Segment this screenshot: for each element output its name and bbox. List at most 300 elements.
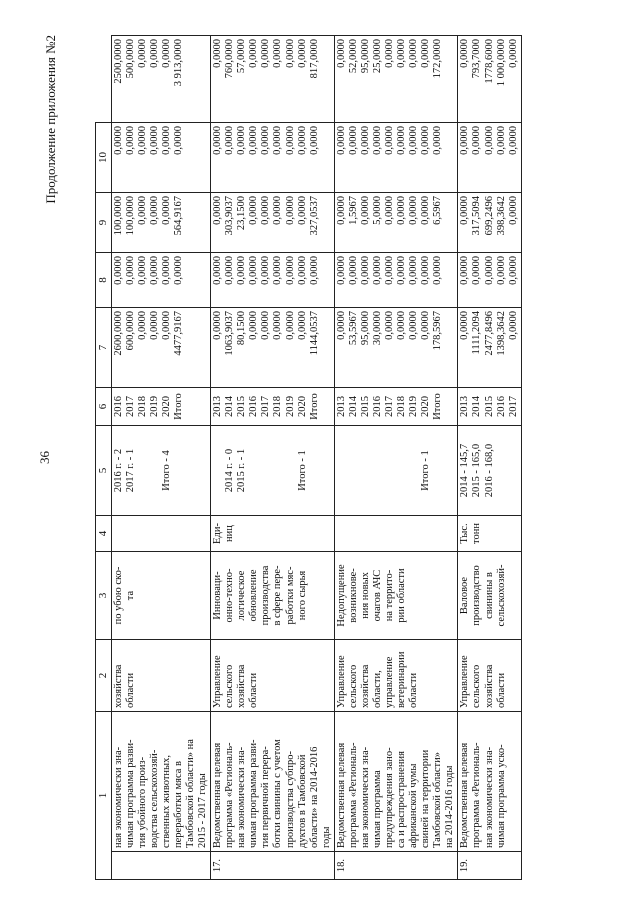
- executor-line: хозяйства: [359, 664, 371, 708]
- regional-funding-line: 303,9037: [224, 196, 236, 236]
- local-funding-cell: [334, 123, 458, 193]
- regional-funding-cell: [334, 193, 458, 253]
- indicator-line: в сфере пере-: [272, 565, 284, 626]
- federal-funding-line: 0,0000: [507, 256, 519, 285]
- regional-funding-line: 100,0000: [124, 196, 136, 236]
- unit-cell: [334, 516, 458, 552]
- executor-line: области: [408, 672, 420, 708]
- extrabudgetary-funding-line: 0,0000: [284, 39, 296, 68]
- federal-funding-line: 0,0000: [112, 256, 124, 285]
- federal-funding-line: 0,0000: [459, 256, 471, 285]
- program-name-line: ная экономически зна-: [359, 746, 371, 848]
- federal-funding-line: 0,0000: [236, 256, 248, 285]
- target-values-line: [360, 429, 372, 512]
- local-funding-line: 0,0000: [420, 126, 432, 155]
- federal-funding-line: 0,0000: [371, 256, 383, 285]
- federal-funding-cell: [458, 253, 521, 308]
- extrabudgetary-funding-line: 0,0000: [296, 39, 308, 68]
- target-values-line: 2016 - 168,0: [483, 443, 495, 498]
- indicator-line: Недопущение: [335, 564, 347, 627]
- indicator-cell: [458, 552, 521, 640]
- federal-funding-line: 0,0000: [160, 256, 172, 285]
- extrabudgetary-funding-line: 95,0000: [359, 39, 371, 74]
- target-values-line: 2015 - 165,0: [471, 443, 483, 498]
- indicator-line: на террито-: [384, 569, 396, 622]
- federal-funding-cell: [111, 253, 211, 308]
- target-values-line: 2014 г. - 0: [224, 448, 236, 493]
- years-cell: [111, 388, 211, 426]
- total-funding-line: 1063,9037: [224, 311, 236, 356]
- extrabudgetary-funding-line: 0,0000: [396, 39, 408, 68]
- total-funding-line: 0,0000: [260, 311, 272, 340]
- regional-funding-line: 0,0000: [160, 196, 172, 225]
- target-values-line: [408, 429, 420, 512]
- federal-funding-line: 0,0000: [296, 256, 308, 285]
- regional-funding-line: 0,0000: [248, 196, 260, 225]
- target-values-line: [137, 429, 149, 512]
- federal-funding-line: 0,0000: [272, 256, 284, 285]
- years-line: 2019: [284, 396, 296, 417]
- program-name-cell: [458, 712, 521, 852]
- federal-funding-line: 0,0000: [248, 256, 260, 285]
- target-values-line: [248, 429, 260, 512]
- federal-funding-line: 0,0000: [212, 256, 224, 285]
- program-name-line: производства субпро-: [284, 750, 296, 848]
- years-line: 2016: [495, 396, 507, 417]
- local-funding-line: 0,0000: [384, 126, 396, 155]
- program-name-cell: [334, 712, 458, 852]
- extrabudgetary-funding-line: 0,0000: [408, 39, 420, 68]
- extrabudgetary-funding-line: 0,0000: [248, 39, 260, 68]
- years-line: 2015: [359, 396, 371, 417]
- regional-funding-line: 0,0000: [212, 196, 224, 225]
- target-values-line: [149, 429, 161, 512]
- extrabudgetary-funding-line: 817,0000: [308, 39, 320, 79]
- regional-funding-line: 6,5967: [432, 196, 444, 225]
- indicator-line: очагов АЧС: [371, 569, 383, 622]
- table-row: [334, 36, 458, 880]
- extrabudgetary-funding-line: 0,0000: [459, 39, 471, 68]
- page-number: 36: [37, 451, 52, 464]
- program-name-line: чимая программа уско-: [495, 744, 507, 848]
- executor-cell: [458, 640, 521, 712]
- local-funding-line: 0,0000: [335, 126, 347, 155]
- indicator-cell: [111, 552, 211, 640]
- extrabudgetary-funding-line: 0,0000: [148, 39, 160, 68]
- extrabudgetary-funding-line: 0,0000: [507, 39, 519, 68]
- target-values-line: [384, 429, 396, 512]
- program-name-line: программа «Региональ-: [347, 742, 359, 848]
- target-values-line: [348, 429, 360, 512]
- federal-funding-line: 0,0000: [420, 256, 432, 285]
- program-name-line: годы: [320, 826, 332, 848]
- local-funding-line: 0,0000: [172, 126, 184, 155]
- unit-cell: [111, 516, 211, 552]
- column-number-6: 6: [96, 388, 112, 426]
- local-funding-line: 0,0000: [296, 126, 308, 155]
- years-line: 2016: [112, 396, 124, 417]
- program-name-line: программа «Региональ-: [224, 742, 236, 848]
- extrabudgetary-funding-line: 0,0000: [384, 39, 396, 68]
- table-body: [111, 36, 521, 880]
- program-name-line: водства сельскохозяй-: [148, 749, 160, 848]
- years-cell: [458, 388, 521, 426]
- federal-funding-line: 0,0000: [136, 256, 148, 285]
- target-values-line: Итого - 4: [160, 450, 172, 491]
- local-funding-line: 0,0000: [396, 126, 408, 155]
- federal-funding-line: 0,0000: [483, 256, 495, 285]
- row-index-cell: [111, 852, 211, 880]
- extrabudgetary-funding-line: 2500,0000: [112, 39, 124, 84]
- local-funding-line: 0,0000: [248, 126, 260, 155]
- extrabudgetary-funding-line: 0,0000: [212, 39, 224, 68]
- years-line: Итого: [308, 393, 320, 420]
- federal-funding-line: 0,0000: [471, 256, 483, 285]
- indicator-line: Инноваци-: [212, 571, 224, 620]
- executor-line: области: [495, 672, 507, 708]
- regional-funding-line: 0,0000: [335, 196, 347, 225]
- extrabudgetary-funding-line: 0,0000: [160, 39, 172, 68]
- federal-funding-line: 0,0000: [396, 256, 408, 285]
- years-line: 2015: [236, 396, 248, 417]
- total-funding-line: 2600,0000: [112, 311, 124, 356]
- total-funding-line: 53,5967: [347, 311, 359, 346]
- unit-line: тонн: [471, 523, 483, 544]
- total-funding-line: 0,0000: [212, 311, 224, 340]
- target-values-cell: [111, 426, 211, 516]
- federal-funding-line: 0,0000: [359, 256, 371, 285]
- program-table: [95, 35, 522, 880]
- local-funding-line: 0,0000: [284, 126, 296, 155]
- indicator-line: по убою ско-: [112, 566, 124, 625]
- local-funding-line: 0,0000: [112, 126, 124, 155]
- indicator-line: производство: [471, 565, 483, 626]
- indicator-line: та: [124, 590, 136, 601]
- local-funding-line: 0,0000: [136, 126, 148, 155]
- indicator-line: производства: [260, 565, 272, 626]
- years-line: 2013: [459, 396, 471, 417]
- indicator-line: Валовое: [459, 576, 471, 615]
- executor-line: управление: [384, 656, 396, 708]
- executor-cell: [334, 640, 458, 712]
- extrabudgetary-funding-line: 500,0000: [124, 39, 136, 79]
- regional-funding-cell: [458, 193, 521, 253]
- regional-funding-line: 5,0000: [371, 196, 383, 225]
- target-values-line: Итого - 1: [420, 450, 432, 491]
- extrabudgetary-funding-line: 57,0000: [236, 39, 248, 74]
- row-index-cell: 18.: [334, 852, 458, 880]
- program-name-line: тия убойного произ-: [136, 756, 148, 848]
- target-values-cell: [334, 426, 458, 516]
- years-line: 2017: [507, 396, 519, 417]
- total-funding-cell: [211, 308, 335, 388]
- executor-line: Управление: [459, 655, 471, 708]
- years-line: 2016: [371, 396, 383, 417]
- extrabudgetary-funding-line: 0,0000: [420, 39, 432, 68]
- program-name-cell: [111, 712, 211, 852]
- indicator-line: обновление: [248, 569, 260, 622]
- total-funding-line: 0,0000: [459, 311, 471, 340]
- total-funding-line: 0,0000: [284, 311, 296, 340]
- local-funding-line: 0,0000: [124, 126, 136, 155]
- years-cell: [211, 388, 335, 426]
- local-funding-line: 0,0000: [347, 126, 359, 155]
- total-funding-line: 95,0000: [359, 311, 371, 346]
- years-line: 2019: [148, 396, 160, 417]
- program-name-line: Ведомственная целевая: [335, 742, 347, 848]
- indicator-cell: [334, 552, 458, 640]
- column-number-9: 9: [96, 193, 112, 253]
- federal-funding-line: 0,0000: [284, 256, 296, 285]
- table-row: [458, 36, 521, 880]
- indicator-line: рии области: [396, 568, 408, 623]
- rotated-page: [37, 30, 615, 880]
- years-line: Итого: [172, 393, 184, 420]
- extrabudgetary-funding-cell: [211, 36, 335, 123]
- executor-line: области: [124, 672, 136, 708]
- regional-funding-line: 0,0000: [396, 196, 408, 225]
- local-funding-line: 0,0000: [471, 126, 483, 155]
- program-name-line: ная экономически зна-: [483, 746, 495, 848]
- program-name-line: программа «Региональ-: [471, 742, 483, 848]
- years-line: 2014: [471, 396, 483, 417]
- executor-line: сельского: [471, 664, 483, 708]
- regional-funding-line: 0,0000: [272, 196, 284, 225]
- indicator-line: ния новых: [359, 572, 371, 619]
- target-values-line: [372, 429, 384, 512]
- federal-funding-line: 0,0000: [384, 256, 396, 285]
- years-line: 2020: [420, 396, 432, 417]
- column-number-4: 4: [96, 516, 112, 552]
- indicator-line: ного сырья: [296, 570, 308, 621]
- program-name-line: тия первичной перера-: [260, 746, 272, 848]
- regional-funding-line: 0,0000: [136, 196, 148, 225]
- column-number-8: 8: [96, 253, 112, 308]
- unit-line: Тыс.: [459, 523, 471, 544]
- extrabudgetary-funding-cell: [334, 36, 458, 123]
- total-funding-line: 0,0000: [384, 311, 396, 340]
- executor-line: области,: [371, 670, 383, 708]
- local-funding-line: 0,0000: [483, 126, 495, 155]
- extrabudgetary-funding-line: 25,0000: [371, 39, 383, 74]
- extrabudgetary-funding-line: 1778,6000: [483, 39, 495, 84]
- target-values-line: [396, 429, 408, 512]
- total-funding-line: 2477,8496: [483, 311, 495, 356]
- column-number-7: 7: [96, 308, 112, 388]
- years-cell: [334, 388, 458, 426]
- local-funding-line: 0,0000: [212, 126, 224, 155]
- executor-line: Управление: [212, 655, 224, 708]
- regional-funding-line: 398,3642: [495, 196, 507, 236]
- column-number-3: 3: [96, 552, 112, 640]
- local-funding-line: 0,0000: [371, 126, 383, 155]
- column-number-2: 2: [96, 640, 112, 712]
- local-funding-line: 0,0000: [432, 126, 444, 155]
- executor-line: хозяйства: [112, 664, 124, 708]
- regional-funding-line: 0,0000: [408, 196, 420, 225]
- total-funding-cell: [111, 308, 211, 388]
- total-funding-line: 0,0000: [148, 311, 160, 340]
- regional-funding-line: 100,0000: [112, 196, 124, 236]
- federal-funding-cell: [211, 253, 335, 308]
- federal-funding-line: 0,0000: [335, 256, 347, 285]
- program-name-cell: [211, 712, 335, 852]
- local-funding-line: 0,0000: [359, 126, 371, 155]
- local-funding-line: 0,0000: [236, 126, 248, 155]
- program-name-line: африканской чумы: [408, 763, 420, 848]
- regional-funding-line: 0,0000: [296, 196, 308, 225]
- extrabudgetary-funding-line: 3 913,0000: [172, 39, 184, 87]
- program-name-line: ственных животных,: [160, 755, 172, 848]
- regional-funding-line: 0,0000: [284, 196, 296, 225]
- extrabudgetary-funding-line: 0,0000: [272, 39, 284, 68]
- column-number-1: 1: [96, 712, 112, 880]
- program-name-line: свиней на территории: [420, 749, 432, 848]
- target-values-line: 2014 - 145,7: [459, 443, 471, 498]
- indicator-line: онно-техно-: [224, 568, 236, 623]
- years-line: 2017: [260, 396, 272, 417]
- years-line: 2020: [296, 396, 308, 417]
- years-line: 2014: [224, 396, 236, 417]
- executor-line: хозяйства: [483, 664, 495, 708]
- total-funding-line: 1144,0537: [308, 311, 320, 356]
- unit-cell: [211, 516, 335, 552]
- executor-line: Управление: [335, 655, 347, 708]
- total-funding-line: 1398,3642: [495, 311, 507, 356]
- local-funding-line: 0,0000: [495, 126, 507, 155]
- program-name-line: Тамбовской области» на: [185, 739, 197, 848]
- total-funding-cell: [334, 308, 458, 388]
- regional-funding-line: 699,2496: [483, 196, 495, 236]
- program-name-line: са и распространения: [396, 751, 408, 848]
- federal-funding-line: 0,0000: [308, 256, 320, 285]
- extrabudgetary-funding-cell: [458, 36, 521, 123]
- years-line: 2016: [248, 396, 260, 417]
- total-funding-cell: [458, 308, 521, 388]
- table-row: [211, 36, 335, 880]
- program-name-line: чимая программа: [371, 770, 383, 848]
- continuation-label: Продолжение приложения №2: [43, 35, 58, 204]
- total-funding-line: 600,0000: [124, 311, 136, 351]
- years-line: 2020: [160, 396, 172, 417]
- executor-cell: [111, 640, 211, 712]
- extrabudgetary-funding-line: 0,0000: [335, 39, 347, 68]
- program-name-line: на 2014-2016 годы: [444, 765, 456, 848]
- federal-funding-line: 0,0000: [347, 256, 359, 285]
- regional-funding-cell: [111, 193, 211, 253]
- target-values-line: [260, 429, 272, 512]
- column-number-10: 10: [96, 123, 112, 193]
- program-name-line: ная экономически зна-: [112, 746, 124, 848]
- regional-funding-line: 0,0000: [260, 196, 272, 225]
- local-funding-cell: [211, 123, 335, 193]
- program-name-line: Ведомственная целевая: [212, 742, 224, 848]
- federal-funding-line: 0,0000: [432, 256, 444, 285]
- indicator-line: возникнове-: [347, 568, 359, 623]
- extrabudgetary-funding-line: 793,7000: [471, 39, 483, 79]
- program-name-line: Тамбовской области»: [432, 751, 444, 848]
- extrabudgetary-funding-line: 52,0000: [347, 39, 359, 74]
- executor-line: хозяйства: [236, 664, 248, 708]
- program-name-line: переработки мяса в: [172, 761, 184, 848]
- target-values-cell: [458, 426, 521, 516]
- column-number-5: 5: [96, 426, 112, 516]
- local-funding-line: 0,0000: [408, 126, 420, 155]
- regional-funding-line: 0,0000: [507, 196, 519, 225]
- target-values-line: Итого - 1: [296, 450, 308, 491]
- years-line: 2017: [384, 396, 396, 417]
- total-funding-line: 0,0000: [335, 311, 347, 340]
- regional-funding-line: 0,0000: [359, 196, 371, 225]
- target-values-line: [285, 429, 297, 512]
- unit-line: ниц: [224, 525, 236, 542]
- years-line: Итого: [432, 393, 444, 420]
- federal-funding-line: 0,0000: [260, 256, 272, 285]
- extrabudgetary-funding-line: 172,0000: [432, 39, 444, 79]
- total-funding-line: 80,1500: [236, 311, 248, 346]
- executor-line: ветеринарии: [396, 651, 408, 708]
- local-funding-line: 0,0000: [272, 126, 284, 155]
- row-index-cell: 19.: [458, 852, 521, 880]
- total-funding-line: 0,0000: [507, 311, 519, 340]
- regional-funding-cell: [211, 193, 335, 253]
- regional-funding-line: 23,1500: [236, 196, 248, 231]
- target-values-line: 2017 г. - 1: [124, 448, 136, 493]
- program-name-line: 2015 - 2017 годы: [197, 773, 209, 848]
- program-name-line: области» на 2014-2016: [308, 746, 320, 848]
- column-number-row: [96, 36, 112, 880]
- program-name-line: ботки свинины с учетом: [272, 739, 284, 848]
- local-funding-line: 0,0000: [260, 126, 272, 155]
- federal-funding-cell: [334, 253, 458, 308]
- regional-funding-line: 0,0000: [459, 196, 471, 225]
- local-funding-line: 0,0000: [160, 126, 172, 155]
- local-funding-cell: [458, 123, 521, 193]
- regional-funding-line: 0,0000: [420, 196, 432, 225]
- local-funding-line: 0,0000: [148, 126, 160, 155]
- years-line: 2018: [396, 396, 408, 417]
- federal-funding-line: 0,0000: [148, 256, 160, 285]
- total-funding-line: 0,0000: [408, 311, 420, 340]
- local-funding-cell: [111, 123, 211, 193]
- extrabudgetary-funding-line: 0,0000: [136, 39, 148, 68]
- target-values-line: 2015 г. - 1: [236, 448, 248, 493]
- federal-funding-line: 0,0000: [224, 256, 236, 285]
- regional-funding-line: 0,0000: [384, 196, 396, 225]
- total-funding-line: 0,0000: [248, 311, 260, 340]
- program-name-line: предупреждения зано-: [384, 747, 396, 848]
- years-line: 2018: [136, 396, 148, 417]
- indicator-line: логическое: [236, 570, 248, 621]
- regional-funding-line: 564,9167: [172, 196, 184, 236]
- target-values-line: 2016 г. - 2: [112, 448, 124, 493]
- target-values-line: [212, 429, 224, 512]
- indicator-cell: [211, 552, 335, 640]
- federal-funding-line: 0,0000: [495, 256, 507, 285]
- years-line: 2019: [408, 396, 420, 417]
- indicator-line: сельскохозяй-: [495, 564, 507, 627]
- extrabudgetary-funding-cell: [111, 36, 211, 123]
- program-name-line: ная экономически зна-: [236, 746, 248, 848]
- regional-funding-line: 0,0000: [148, 196, 160, 225]
- total-funding-line: 4477,9167: [172, 311, 184, 356]
- executor-line: сельского: [347, 664, 359, 708]
- years-line: 2013: [212, 396, 224, 417]
- executor-cell: [211, 640, 335, 712]
- regional-funding-line: 1,5967: [347, 196, 359, 225]
- indicator-line: свинины в: [483, 572, 495, 619]
- program-name-line: чимая программа разви-: [124, 739, 136, 848]
